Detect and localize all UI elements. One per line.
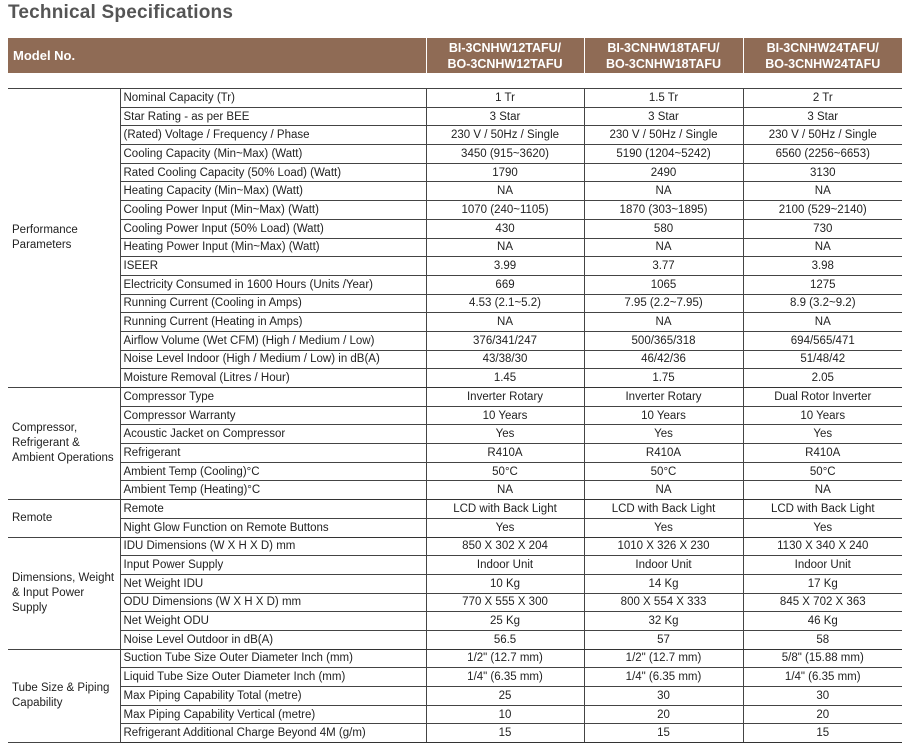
parameter-label: Noise Level Outdoor in dB(A) [120, 630, 426, 649]
model-3-value: 6560 (2256~6653) [743, 145, 902, 164]
model-1-value: 3 Star [426, 107, 584, 126]
model-2-value: 3.77 [584, 257, 743, 276]
table-row [8, 500, 902, 519]
model-1-value: 25 Kg [426, 612, 584, 631]
model-3-value: 58 [743, 630, 902, 649]
parameter-label: Running Current (Heating in Amps) [120, 313, 426, 332]
parameter-label: Acoustic Jacket on Compressor [120, 425, 426, 444]
table-row [8, 687, 902, 706]
model-3-value: 50°C [743, 462, 902, 481]
spec-table [8, 38, 902, 743]
model-3-value: 51/48/42 [743, 350, 902, 369]
model-header-line: BI-3CNHW24TAFU/ [766, 40, 879, 55]
model-3-value: 1275 [743, 275, 902, 294]
model-header-line: BI-3CNHW12TAFU/ [448, 40, 562, 55]
model-1-value: 1790 [426, 163, 584, 182]
model-2-value: 1065 [584, 275, 743, 294]
parameter-label: Running Current (Cooling in Amps) [120, 294, 426, 313]
header-row [8, 38, 902, 73]
model-2-value: 800 X 554 X 333 [584, 593, 743, 612]
model-3-value: 15 [743, 724, 902, 743]
category-label: Tube Size & Piping Capability [8, 649, 120, 742]
model-3-value: 730 [743, 219, 902, 238]
model-1-value: 850 X 302 X 204 [426, 537, 584, 556]
parameter-label: Liquid Tube Size Outer Diameter Inch (mm) [120, 668, 426, 687]
parameter-label: Net Weight ODU [120, 612, 426, 631]
model-1-value: LCD with Back Light [426, 500, 584, 519]
table-row [8, 331, 902, 350]
parameter-label: Heating Capacity (Min~Max) (Watt) [120, 182, 426, 201]
model-3-value: 1/4" (6.35 mm) [743, 668, 902, 687]
model-3-value: 1130 X 340 X 240 [743, 537, 902, 556]
model-1-value: 10 Years [426, 406, 584, 425]
model-3-value: NA [743, 313, 902, 332]
table-row [8, 444, 902, 463]
model-1-value: Indoor Unit [426, 556, 584, 575]
model-2-value: 32 Kg [584, 612, 743, 631]
model-2-value: Indoor Unit [584, 556, 743, 575]
model-3-value: 3 Star [743, 107, 902, 126]
model-2-value: 2490 [584, 163, 743, 182]
parameter-label: Electricity Consumed in 1600 Hours (Units /Year) [120, 275, 426, 294]
model-2-value: 30 [584, 687, 743, 706]
model-header-line: BI-3CNHW18TAFU/ [607, 40, 720, 55]
model-3-value: 2100 (529~2140) [743, 201, 902, 220]
model-1-value: 56.5 [426, 630, 584, 649]
model-3-value: 3.98 [743, 257, 902, 276]
table-row [8, 275, 902, 294]
model-2-value: 57 [584, 630, 743, 649]
table-row [8, 462, 902, 481]
header-gap [8, 73, 902, 89]
model-1-value: 1070 (240~1105) [426, 201, 584, 220]
model-3-value: 845 X 702 X 363 [743, 593, 902, 612]
parameter-label: Star Rating - as per BEE [120, 107, 426, 126]
table-row [8, 724, 902, 743]
parameter-label: Compressor Type [120, 388, 426, 407]
parameter-label: Compressor Warranty [120, 406, 426, 425]
model-1-value: NA [426, 481, 584, 500]
model-1-value: Yes [426, 425, 584, 444]
model-1-value: Inverter Rotary [426, 388, 584, 407]
parameter-label: Ambient Temp (Cooling)°C [120, 462, 426, 481]
model-1-value: 230 V / 50Hz / Single [426, 126, 584, 145]
model-1-value: 1/2" (12.7 mm) [426, 649, 584, 668]
parameter-label: IDU Dimensions (W X H X D) mm [120, 537, 426, 556]
model-1-value: 1.45 [426, 369, 584, 388]
model-1-value: NA [426, 182, 584, 201]
model-3-value: R410A [743, 444, 902, 463]
parameter-label: Cooling Capacity (Min~Max) (Watt) [120, 145, 426, 164]
parameter-label: Net Weight IDU [120, 574, 426, 593]
model-1-value: 376/341/247 [426, 331, 584, 350]
model-2-value: 50°C [584, 462, 743, 481]
model-2-value: Inverter Rotary [584, 388, 743, 407]
model-3-value: 17 Kg [743, 574, 902, 593]
table-row [8, 705, 902, 724]
table-row [8, 574, 902, 593]
parameter-label: ODU Dimensions (W X H X D) mm [120, 593, 426, 612]
model-header-2 [584, 38, 743, 73]
table-row [8, 201, 902, 220]
model-1-value: 3450 (915~3620) [426, 145, 584, 164]
table-row [8, 481, 902, 500]
model-2-value: NA [584, 313, 743, 332]
model-1-value: Yes [426, 518, 584, 537]
model-2-value: 14 Kg [584, 574, 743, 593]
model-3-value: LCD with Back Light [743, 500, 902, 519]
model-2-value: Yes [584, 425, 743, 444]
model-3-value: Yes [743, 425, 902, 444]
model-2-value: 1010 X 326 X 230 [584, 537, 743, 556]
parameter-label: Suction Tube Size Outer Diameter Inch (mm) [120, 649, 426, 668]
parameter-label: (Rated) Voltage / Frequency / Phase [120, 126, 426, 145]
model-1-value: 10 [426, 705, 584, 724]
model-3-value: 5/8" (15.88 mm) [743, 649, 902, 668]
model-3-value: 46 Kg [743, 612, 902, 631]
table-row [8, 182, 902, 201]
table-row [8, 238, 902, 257]
model-1-value: NA [426, 238, 584, 257]
model-1-value: NA [426, 313, 584, 332]
model-2-value: NA [584, 481, 743, 500]
table-row [8, 518, 902, 537]
model-1-value: 43/38/30 [426, 350, 584, 369]
model-2-value: 15 [584, 724, 743, 743]
parameter-label: Refrigerant Additional Charge Beyond 4M (g/m) [120, 724, 426, 743]
table-row [8, 89, 902, 108]
model-2-value: 580 [584, 219, 743, 238]
model-2-value: 1.5 Tr [584, 89, 743, 108]
category-label: Remote [8, 500, 120, 537]
parameter-label: Night Glow Function on Remote Buttons [120, 518, 426, 537]
model-3-value: 10 Years [743, 406, 902, 425]
table-row [8, 406, 902, 425]
parameter-label: Max Piping Capability Total (metre) [120, 687, 426, 706]
model-2-value: NA [584, 182, 743, 201]
category-label: Performance Parameters [8, 89, 120, 388]
model-3-value: Indoor Unit [743, 556, 902, 575]
parameter-label: Cooling Power Input (50% Load) (Watt) [120, 219, 426, 238]
parameter-label: ISEER [120, 257, 426, 276]
model-header-line: BO-3CNHW18TAFU [605, 56, 722, 71]
table-row [8, 668, 902, 687]
model-2-value: Yes [584, 518, 743, 537]
model-2-value: 3 Star [584, 107, 743, 126]
model-1-value: 10 Kg [426, 574, 584, 593]
model-3-value: Dual Rotor Inverter [743, 388, 902, 407]
parameter-label: Ambient Temp (Heating)°C [120, 481, 426, 500]
model-2-value: 46/42/36 [584, 350, 743, 369]
table-row [8, 612, 902, 631]
table-row [8, 556, 902, 575]
model-2-value: NA [584, 238, 743, 257]
table-row [8, 163, 902, 182]
category-label: Compressor, Refrigerant & Ambient Operations [8, 388, 120, 500]
parameter-label: Airflow Volume (Wet CFM) (High / Medium / Low) [120, 331, 426, 350]
model-2-value: 500/365/318 [584, 331, 743, 350]
model-1-value: 1 Tr [426, 89, 584, 108]
model-3-value: NA [743, 182, 902, 201]
model-header-line: BO-3CNHW12TAFU [447, 56, 563, 71]
model-3-value: 2.05 [743, 369, 902, 388]
model-3-value: 30 [743, 687, 902, 706]
table-row [8, 593, 902, 612]
parameter-label: Nominal Capacity (Tr) [120, 89, 426, 108]
parameter-label: Noise Level Indoor (High / Medium / Low) in dB(A) [120, 350, 426, 369]
table-row [8, 126, 902, 145]
model-2-value: 1870 (303~1895) [584, 201, 743, 220]
model-3-value: 20 [743, 705, 902, 724]
model-3-value: 2 Tr [743, 89, 902, 108]
model-3-value: 694/565/471 [743, 331, 902, 350]
model-3-value: NA [743, 481, 902, 500]
table-row [8, 257, 902, 276]
model-1-value: 669 [426, 275, 584, 294]
model-3-value: Yes [743, 518, 902, 537]
model-2-value: 10 Years [584, 406, 743, 425]
spec-body [8, 89, 902, 743]
model-2-value: 20 [584, 705, 743, 724]
model-2-value: 7.95 (2.2~7.95) [584, 294, 743, 313]
model-2-value: 1/2" (12.7 mm) [584, 649, 743, 668]
parameter-label: Heating Power Input (Min~Max) (Watt) [120, 238, 426, 257]
model-2-value: 1.75 [584, 369, 743, 388]
model-2-value: 1/4" (6.35 mm) [584, 668, 743, 687]
parameter-label: Max Piping Capability Vertical (metre) [120, 705, 426, 724]
model-1-value: 430 [426, 219, 584, 238]
table-row [8, 388, 902, 407]
header-gap-row [8, 73, 902, 89]
model-3-value: 230 V / 50Hz / Single [743, 126, 902, 145]
table-row [8, 145, 902, 164]
model-header-1 [426, 38, 584, 73]
table-row [8, 350, 902, 369]
model-1-value: 25 [426, 687, 584, 706]
table-row [8, 294, 902, 313]
model-1-value: 3.99 [426, 257, 584, 276]
model-3-value: 3130 [743, 163, 902, 182]
model-1-value: R410A [426, 444, 584, 463]
parameter-label: Rated Cooling Capacity (50% Load) (Watt) [120, 163, 426, 182]
model-1-value: 15 [426, 724, 584, 743]
table-row [8, 630, 902, 649]
category-label: Dimensions, Weight & Input Power Supply [8, 537, 120, 649]
model-3-value: 8.9 (3.2~9.2) [743, 294, 902, 313]
model-1-value: 4.53 (2.1~5.2) [426, 294, 584, 313]
table-row [8, 649, 902, 668]
table-row [8, 219, 902, 238]
model-3-value: NA [743, 238, 902, 257]
page-title: Technical Specifications [8, 2, 234, 23]
table-row [8, 369, 902, 388]
parameter-label: Cooling Power Input (Min~Max) (Watt) [120, 201, 426, 220]
table-row [8, 537, 902, 556]
model-1-value: 1/4" (6.35 mm) [426, 668, 584, 687]
table-row [8, 107, 902, 126]
model-1-value: 770 X 555 X 300 [426, 593, 584, 612]
table-row [8, 313, 902, 332]
parameter-label: Input Power Supply [120, 556, 426, 575]
model-2-value: LCD with Back Light [584, 500, 743, 519]
parameter-label: Moisture Removal (Litres / Hour) [120, 369, 426, 388]
model-header-3 [743, 38, 902, 73]
table-row [8, 425, 902, 444]
model-no-header: Model No. [8, 38, 426, 73]
model-2-value: R410A [584, 444, 743, 463]
parameter-label: Remote [120, 500, 426, 519]
model-2-value: 230 V / 50Hz / Single [584, 126, 743, 145]
model-header-line: BO-3CNHW24TAFU [765, 56, 881, 71]
model-2-value: 5190 (1204~5242) [584, 145, 743, 164]
model-1-value: 50°C [426, 462, 584, 481]
parameter-label: Refrigerant [120, 444, 426, 463]
